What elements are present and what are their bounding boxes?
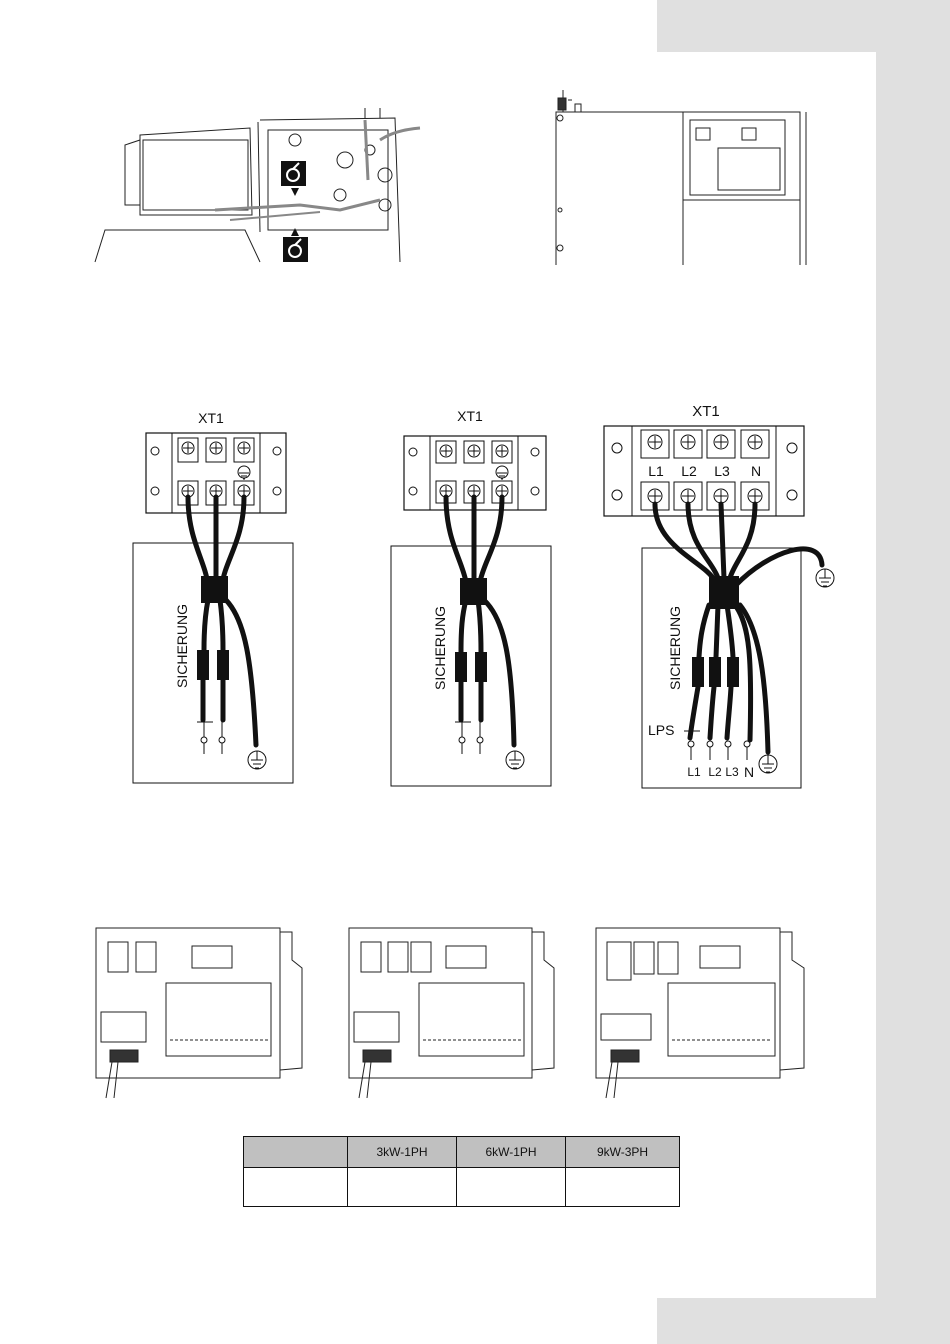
terminal-marking-l1: L1 — [648, 463, 664, 479]
fuse-label-3: SICHERUNG — [667, 605, 683, 690]
unit-illustration-right — [556, 90, 806, 265]
terminal-label-2: XT1 — [457, 408, 483, 424]
table-cell — [348, 1168, 457, 1207]
table-row — [244, 1168, 680, 1207]
table-header-cell — [244, 1137, 348, 1168]
fuse-2b — [475, 652, 487, 682]
fuse-label-1: SICHERUNG — [174, 603, 190, 688]
rotation-symbol-lower — [283, 228, 308, 262]
terminal-marking-l3: L3 — [714, 463, 730, 479]
model-table — [243, 1136, 680, 1207]
supply-label-l1: L1 — [687, 765, 701, 779]
wiring-diagram-2 — [391, 408, 551, 786]
supply-label-l3: L3 — [725, 765, 739, 779]
wiring-diagram-1 — [133, 410, 293, 783]
terminal-marking-l2: L2 — [681, 463, 697, 479]
fuse-label-2: SICHERUNG — [432, 605, 448, 690]
terminal-label-1: XT1 — [198, 410, 224, 426]
cables-2 — [446, 497, 514, 745]
fuse-3b — [709, 657, 721, 687]
supply-label-l2: L2 — [708, 765, 722, 779]
terminal-label-3: XT1 — [692, 403, 720, 420]
rotation-symbol-upper — [281, 161, 306, 196]
wiring-diagram-3 — [604, 403, 834, 788]
fuse-3c — [727, 657, 739, 687]
control-box-illustration-2 — [349, 928, 554, 1098]
cables-1 — [188, 497, 256, 745]
table-header-cell: 9kW-3PH — [566, 1137, 680, 1168]
control-box-illustration-1 — [96, 928, 302, 1098]
unit-illustration-left — [95, 108, 420, 262]
fuse-1a — [197, 650, 209, 680]
fuse-3a — [692, 657, 704, 687]
fuse-1b — [217, 650, 229, 680]
fuse-2a — [455, 652, 467, 682]
table-cell — [566, 1168, 680, 1207]
table-header-cell: 6kW-1PH — [457, 1137, 566, 1168]
control-box-illustration-3 — [596, 928, 804, 1098]
supply-label-n: N — [743, 764, 755, 780]
table-cell — [244, 1168, 348, 1207]
table-header-row — [244, 1137, 680, 1168]
table-cell — [457, 1168, 566, 1207]
terminal-marking-n: N — [750, 463, 762, 479]
table-header-cell: 3kW-1PH — [348, 1137, 457, 1168]
lps-label: LPS — [648, 722, 675, 738]
